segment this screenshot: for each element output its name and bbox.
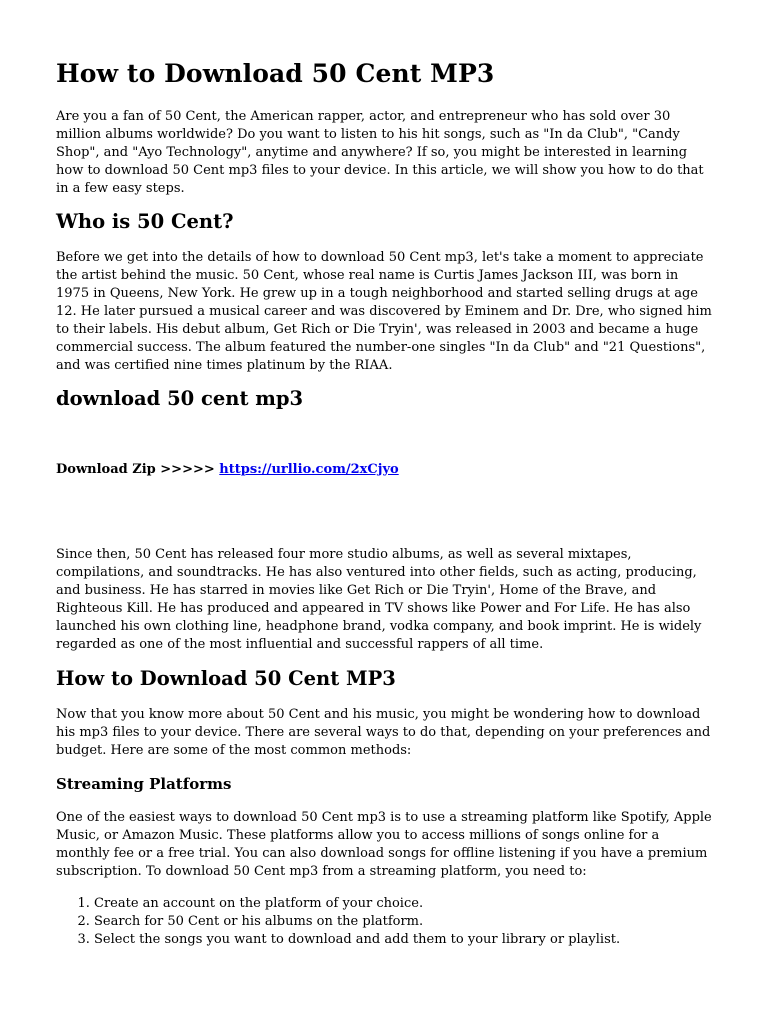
streaming-steps-list [56,895,714,949]
since-paragraph: Since then, 50 Cent has released four more studio albums, as well as several mixtapes, compilations, and soundtracks. He has also ventured into other fields, such as acting, producing, and business. He has starred in movies like Get Rich or Die Tryin', Home of the Brave, and Righteous Kill. He has produced and appeared in TV shows like Power and For Life. He has also launched his own clothing line, headphone brand, vodka company, and book imprint. He is widely regarded as one of the most influential and successful rappers of all time. [56,547,702,652]
list-item: 2. Search for 50 Cent or his albums on the platform. [94,913,714,931]
download-line [56,461,714,479]
download-label: Download Zip >>>>> [56,462,220,477]
how-paragraph: Now that you know more about 50 Cent and his music, you might be wondering how to download his mp3 files to your device. There are several ways to do that, depending on your preferences and budget. Here are some of the most common methods: [56,707,711,758]
who-paragraph: Before we get into the details of how to download 50 Cent mp3, let's take a moment to appreciate the artist behind the music. 50 Cent, whose real name is Curtis James Jackson III, was born in 1975 in Queens, New York. He grew up in a tough neighborhood and started selling drugs at age 12. He later pursued a musical career and was discovered by Eminem and Dr. Dre, who signed him to their labels. His debut album, Get Rich or Die Tryin', was released in 2003 and became a huge commercial success. The album featured the number-one singles "In da Club" and "21 Questions", and was certified nine times platinum by the RIAA. [56,250,712,373]
section-heading-download: download 50 cent mp3 [56,387,304,410]
section-heading-who: Who is 50 Cent? [56,210,234,233]
subheading-streaming: Streaming Platforms [56,775,232,793]
page-title: How to Download 50 Cent MP3 [56,59,495,88]
intro-paragraph: Are you a fan of 50 Cent, the American rapper, actor, and entrepreneur who has sold over 30 million albums worldwide? Do you want to listen to his hit songs, such as "In da Club", "Candy Shop", and "Ayo Technology", anytime and anywhere? If so, you might be interested in learning how to download 50 Cent mp3 files to your device. In this article, we will show you how to do that in a few easy steps. [56,109,704,196]
list-item: 1. Create an account on the platform of your choice. [94,895,714,913]
download-link[interactable]: https://urllio.com/2xCjyo [219,462,399,477]
section-heading-how: How to Download 50 Cent MP3 [56,667,396,690]
streaming-paragraph: One of the easiest ways to download 50 Cent mp3 is to use a streaming platform like Spotify, Apple Music, or Amazon Music. These platforms allow you to access millions of songs online for a monthly fee or a free trial. You can also download songs for offline listening if you have a premium subscription. To download 50 Cent mp3 from a streaming platform, you need to: [56,810,712,879]
list-item: 3. Select the songs you want to download and add them to your library or playlist. [94,931,714,949]
